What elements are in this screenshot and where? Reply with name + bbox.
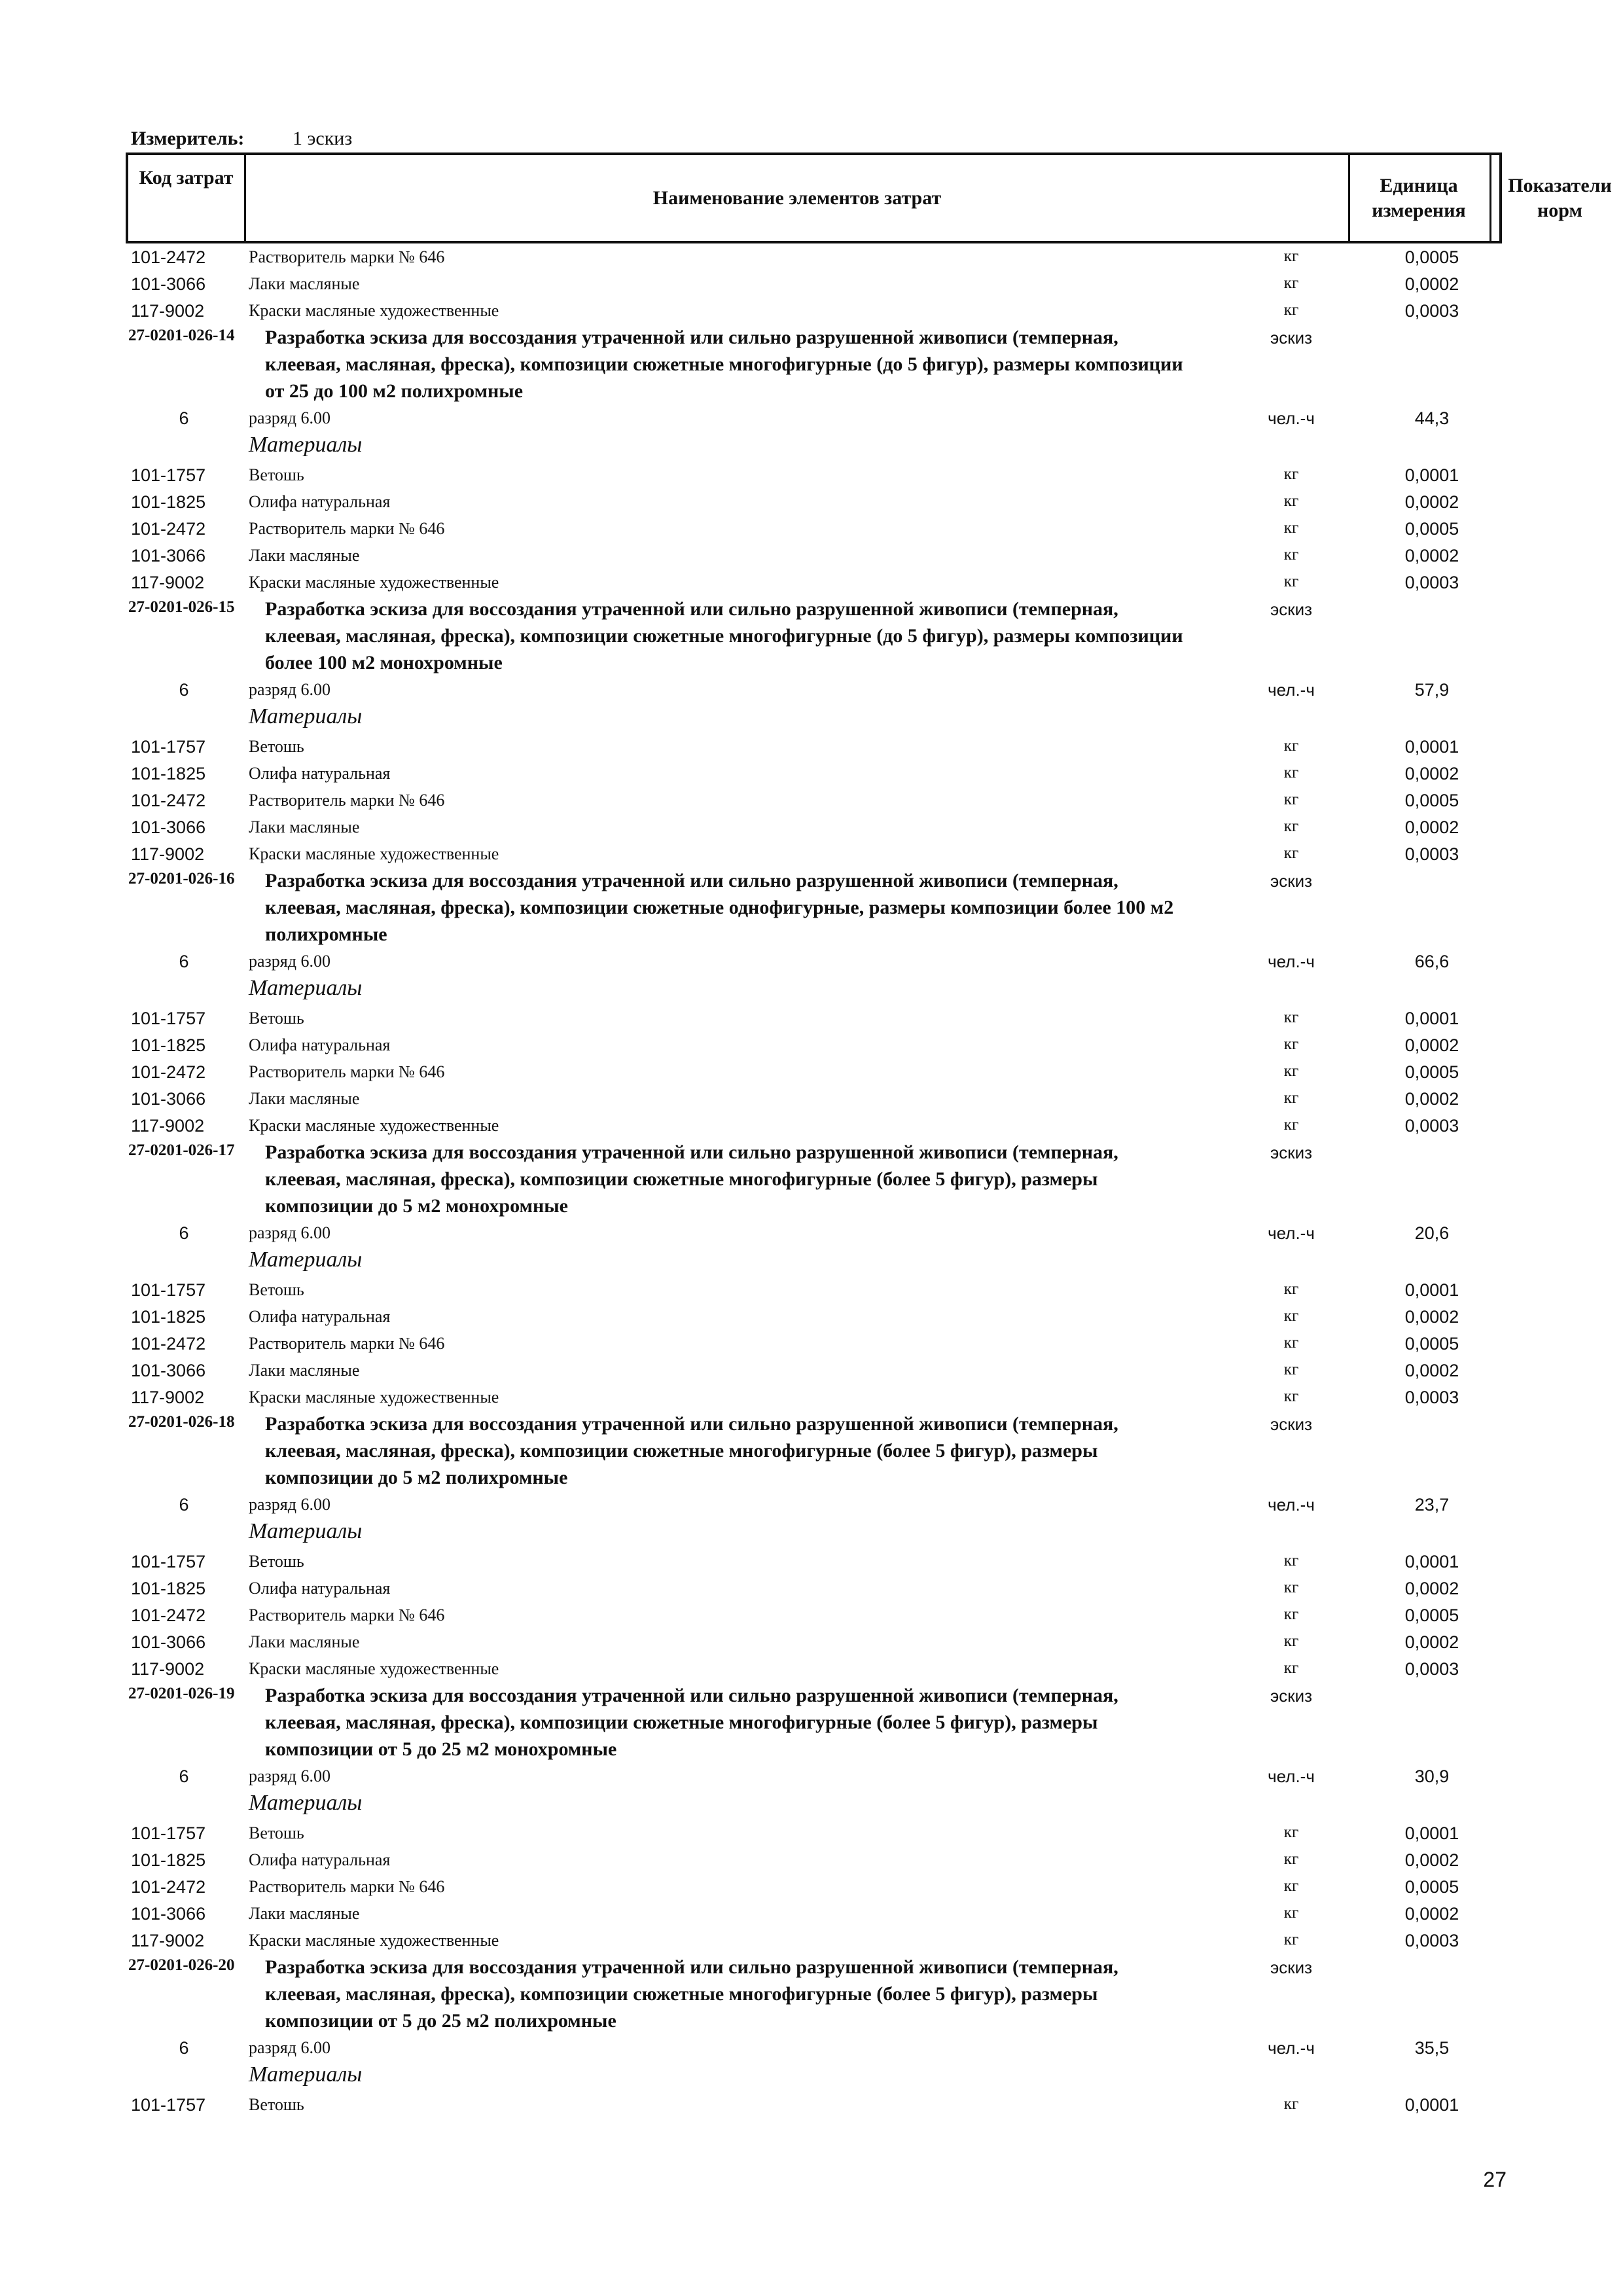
- item-code: 101-3066: [131, 1904, 206, 1924]
- item-name: Ветошь: [249, 737, 304, 756]
- item-norm: 0,0001: [1404, 737, 1459, 757]
- item-unit: кг: [1283, 519, 1299, 537]
- item-unit: кг: [1283, 1388, 1299, 1405]
- item-name: Лаки масляные: [249, 1904, 360, 1923]
- labor-count: 6: [179, 680, 189, 700]
- item-norm: 0,0005: [1404, 791, 1459, 810]
- item-code: 101-2472: [131, 1062, 206, 1082]
- item-norm: 0,0003: [1404, 573, 1459, 592]
- item-norm: 0,0001: [1404, 2095, 1459, 2115]
- norm-unit: эскиз: [1270, 328, 1313, 348]
- item-unit: кг: [1283, 1632, 1299, 1650]
- item-code: 101-3066: [131, 546, 206, 565]
- item-name: Ветошь: [249, 1009, 304, 1028]
- item-code: 117-9002: [131, 573, 205, 592]
- labor-name: разряд 6.00: [249, 952, 330, 971]
- item-name: Олифа натуральная: [249, 764, 391, 783]
- item-unit: кг: [1283, 274, 1299, 292]
- labor-name: разряд 6.00: [249, 1495, 330, 1514]
- labor-unit: чел.-ч: [1268, 680, 1315, 700]
- item-unit: кг: [1283, 2095, 1299, 2113]
- item-unit: кг: [1283, 1904, 1299, 1922]
- item-unit: кг: [1283, 737, 1299, 755]
- item-unit: кг: [1283, 1307, 1299, 1325]
- item-norm: 0,0001: [1404, 1552, 1459, 1571]
- measure-label: Измеритель:: [131, 128, 245, 149]
- norm-code: 27-0201-026-16: [128, 870, 235, 888]
- item-unit: кг: [1283, 247, 1299, 265]
- norm-title: Разработка эскиза для воссоздания утраченной или сильно разрушенной живописи (темперная, клеевая, масляная, фреска), композиции сюжетные многофигурные (более 5 фигур), размеры композиции до 5 м2 монохромные: [265, 1141, 1118, 1217]
- labor-count: 6: [179, 1495, 189, 1515]
- item-code: 101-1757: [131, 2095, 206, 2115]
- labor-unit: чел.-ч: [1268, 408, 1315, 428]
- item-code: 101-3066: [131, 1632, 206, 1652]
- item-name: Растворитель марки № 646: [249, 1062, 445, 1081]
- item-code: 101-1825: [131, 1579, 206, 1598]
- norm-code: 27-0201-026-14: [128, 327, 235, 344]
- item-unit: кг: [1283, 1361, 1299, 1378]
- norm-code: 27-0201-026-19: [128, 1685, 235, 1702]
- labor-name: разряд 6.00: [249, 408, 330, 427]
- item-norm: 0,0001: [1404, 1280, 1459, 1300]
- item-unit: кг: [1283, 764, 1299, 781]
- item-code: 117-9002: [131, 1931, 205, 1950]
- item-code: 101-3066: [131, 1089, 206, 1109]
- labor-unit: чел.-ч: [1268, 1495, 1315, 1515]
- item-name: Лаки масляные: [249, 817, 360, 836]
- item-name: Краски масляные художественные: [249, 1931, 499, 1950]
- item-norm: 0,0001: [1404, 1823, 1459, 1843]
- item-code: 101-2472: [131, 791, 206, 810]
- item-name: Растворитель марки № 646: [249, 791, 445, 810]
- item-unit: кг: [1283, 1089, 1299, 1107]
- labor-name: разряд 6.00: [249, 1767, 330, 1785]
- item-norm: 0,0005: [1404, 1062, 1459, 1082]
- item-unit: кг: [1283, 791, 1299, 808]
- item-norm: 0,0002: [1404, 764, 1459, 783]
- labor-count: 6: [179, 408, 189, 428]
- item-norm: 0,0003: [1404, 301, 1459, 321]
- labor-norm: 57,9: [1414, 680, 1450, 700]
- labor-norm: 44,3: [1414, 408, 1450, 428]
- item-unit: кг: [1283, 1116, 1299, 1134]
- item-name: Лаки масляные: [249, 1632, 360, 1651]
- item-code: 117-9002: [131, 301, 205, 321]
- item-name: Краски масляные художественные: [249, 573, 499, 592]
- norm-code: 27-0201-026-18: [128, 1413, 235, 1431]
- item-unit: кг: [1283, 1280, 1299, 1298]
- item-code: 101-1757: [131, 465, 206, 485]
- header-unit: Единица измерения: [1348, 155, 1491, 241]
- materials-title: Материалы: [249, 1519, 363, 1543]
- item-code: 101-1825: [131, 1850, 206, 1870]
- item-code: 117-9002: [131, 1659, 205, 1679]
- labor-norm: 20,6: [1414, 1223, 1450, 1243]
- item-unit: кг: [1283, 1931, 1299, 1948]
- item-name: Лаки масляные: [249, 1361, 360, 1380]
- norm-title: Разработка эскиза для воссоздания утраченной или сильно разрушенной живописи (темперная, клеевая, масляная, фреска), композиции сюжетные многофигурные (до 5 фигур), размеры композиции от 25 до 100 м2 полихромные: [265, 327, 1183, 402]
- item-code: 101-1757: [131, 737, 206, 757]
- item-unit: кг: [1283, 492, 1299, 510]
- labor-norm: 66,6: [1414, 952, 1450, 971]
- item-unit: кг: [1283, 465, 1299, 483]
- item-unit: кг: [1283, 1605, 1299, 1623]
- item-code: 117-9002: [131, 1116, 205, 1136]
- norm-unit: эскиз: [1270, 1686, 1313, 1706]
- item-code: 101-2472: [131, 247, 206, 267]
- norm-code: 27-0201-026-15: [128, 598, 235, 616]
- item-code: 101-1825: [131, 492, 206, 512]
- norm-code: 27-0201-026-20: [128, 1956, 235, 1974]
- item-name: Ветошь: [249, 1552, 304, 1571]
- item-name: Лаки масляные: [249, 1089, 360, 1108]
- materials-title: Материалы: [249, 976, 363, 1000]
- item-unit: кг: [1283, 1009, 1299, 1026]
- norm-unit: эскиз: [1270, 871, 1313, 891]
- norm-code: 27-0201-026-17: [128, 1141, 235, 1159]
- item-code: 101-2472: [131, 1877, 206, 1897]
- item-code: 101-3066: [131, 817, 206, 837]
- item-name: Олифа натуральная: [249, 1850, 391, 1869]
- page-number: 27: [1483, 2168, 1507, 2191]
- item-unit: кг: [1283, 817, 1299, 835]
- labor-unit: чел.-ч: [1268, 1767, 1315, 1786]
- item-name: Краски масляные художественные: [249, 844, 499, 863]
- item-name: Олифа натуральная: [249, 492, 391, 511]
- item-name: Растворитель марки № 646: [249, 1605, 445, 1624]
- labor-norm: 35,5: [1414, 2038, 1450, 2058]
- item-code: 117-9002: [131, 1388, 205, 1407]
- item-code: 101-1757: [131, 1823, 206, 1843]
- item-norm: 0,0003: [1404, 844, 1459, 864]
- norm-unit: эскиз: [1270, 1143, 1313, 1162]
- item-name: Растворитель марки № 646: [249, 247, 445, 266]
- item-code: 101-1757: [131, 1552, 206, 1571]
- item-code: 101-1825: [131, 1035, 206, 1055]
- item-unit: кг: [1283, 546, 1299, 564]
- header-norm: Показатели норм: [1508, 174, 1612, 221]
- item-unit: кг: [1283, 1877, 1299, 1895]
- norm-title: Разработка эскиза для воссоздания утраченной или сильно разрушенной живописи (темперная, клеевая, масляная, фреска), композиции сюжетные многофигурные (более 5 фигур), размеры композиции от 5 до 25 м2 монохромные: [265, 1685, 1118, 1760]
- item-norm: 0,0002: [1404, 1361, 1459, 1380]
- item-name: Ветошь: [249, 1823, 304, 1842]
- labor-name: разряд 6.00: [249, 1223, 330, 1242]
- item-norm: 0,0002: [1404, 1904, 1459, 1924]
- item-norm: 0,0003: [1404, 1388, 1459, 1407]
- norm-title: Разработка эскиза для воссоздания утраченной или сильно разрушенной живописи (темперная, клеевая, масляная, фреска), композиции сюжетные многофигурные (более 5 фигур), размеры композиции до 5 м2 полихромные: [265, 1413, 1118, 1488]
- item-norm: 0,0001: [1404, 465, 1459, 485]
- header-name: Наименование элементов затрат: [246, 155, 1350, 241]
- norm-unit: эскиз: [1270, 1958, 1313, 1977]
- item-unit: кг: [1283, 301, 1299, 319]
- item-name: Ветошь: [249, 2095, 304, 2114]
- item-name: Краски масляные художественные: [249, 1116, 499, 1135]
- item-code: 101-3066: [131, 274, 206, 294]
- labor-unit: чел.-ч: [1268, 952, 1315, 971]
- item-norm: 0,0005: [1404, 1334, 1459, 1354]
- item-unit: кг: [1283, 1850, 1299, 1868]
- item-name: Ветошь: [249, 1280, 304, 1299]
- item-code: 117-9002: [131, 844, 205, 864]
- item-code: 101-1825: [131, 764, 206, 783]
- norm-title: Разработка эскиза для воссоздания утраченной или сильно разрушенной живописи (темперная, клеевая, масляная, фреска), композиции сюжетные многофигурные (более 5 фигур), размеры композиции от 5 до 25 м2 полихромные: [265, 1956, 1118, 2032]
- item-code: 101-1825: [131, 1307, 206, 1327]
- item-code: 101-1757: [131, 1280, 206, 1300]
- item-norm: 0,0003: [1404, 1659, 1459, 1679]
- item-norm: 0,0002: [1404, 1307, 1459, 1327]
- labor-count: 6: [179, 1223, 189, 1243]
- item-name: Олифа натуральная: [249, 1035, 391, 1054]
- item-norm: 0,0005: [1404, 247, 1459, 267]
- item-name: Растворитель марки № 646: [249, 1877, 445, 1896]
- item-name: Олифа натуральная: [249, 1579, 391, 1598]
- item-name: Краски масляные художественные: [249, 1388, 499, 1407]
- item-norm: 0,0003: [1404, 1931, 1459, 1950]
- item-norm: 0,0002: [1404, 817, 1459, 837]
- item-norm: 0,0005: [1404, 519, 1459, 539]
- item-norm: 0,0002: [1404, 546, 1459, 565]
- labor-name: разряд 6.00: [249, 680, 330, 699]
- item-norm: 0,0005: [1404, 1605, 1459, 1625]
- materials-title: Материалы: [249, 2062, 363, 2087]
- item-unit: кг: [1283, 844, 1299, 862]
- labor-count: 6: [179, 1767, 189, 1786]
- norm-title: Разработка эскиза для воссоздания утраченной или сильно разрушенной живописи (темперная, клеевая, масляная, фреска), композиции сюжетные однофигурные, размеры композиции более 100 м2 полихромные: [265, 870, 1174, 945]
- item-name: Краски масляные художественные: [249, 1659, 499, 1678]
- item-unit: кг: [1283, 1035, 1299, 1053]
- item-name: Растворитель марки № 646: [249, 1334, 445, 1353]
- labor-unit: чел.-ч: [1268, 1223, 1315, 1243]
- labor-norm: 23,7: [1414, 1495, 1450, 1515]
- materials-title: Материалы: [249, 433, 363, 457]
- labor-name: разряд 6.00: [249, 2038, 330, 2057]
- table-header: [126, 152, 1612, 243]
- materials-title: Материалы: [249, 704, 363, 728]
- item-name: Краски масляные художественные: [249, 301, 499, 320]
- item-unit: кг: [1283, 1659, 1299, 1677]
- norm-unit: эскиз: [1270, 1414, 1313, 1434]
- item-code: 101-2472: [131, 519, 206, 539]
- labor-unit: чел.-ч: [1268, 2038, 1315, 2058]
- item-name: Растворитель марки № 646: [249, 519, 445, 538]
- labor-norm: 30,9: [1414, 1767, 1450, 1786]
- measure-value: 1 эскиз: [293, 128, 353, 149]
- item-norm: 0,0002: [1404, 1089, 1459, 1109]
- item-norm: 0,0002: [1404, 1632, 1459, 1652]
- labor-count: 6: [179, 952, 189, 971]
- item-norm: 0,0002: [1404, 1579, 1459, 1598]
- item-name: Ветошь: [249, 465, 304, 484]
- norm-unit: эскиз: [1270, 600, 1313, 619]
- item-unit: кг: [1283, 1062, 1299, 1080]
- item-norm: 0,0002: [1404, 274, 1459, 294]
- item-unit: кг: [1283, 1823, 1299, 1841]
- item-norm: 0,0002: [1404, 1035, 1459, 1055]
- item-norm: 0,0002: [1404, 492, 1459, 512]
- item-norm: 0,0001: [1404, 1009, 1459, 1028]
- item-code: 101-1757: [131, 1009, 206, 1028]
- item-norm: 0,0005: [1404, 1877, 1459, 1897]
- item-unit: кг: [1283, 1334, 1299, 1352]
- header-code: Код затрат: [128, 155, 246, 241]
- item-norm: 0,0003: [1404, 1116, 1459, 1136]
- item-name: Лаки масляные: [249, 546, 360, 565]
- item-unit: кг: [1283, 1552, 1299, 1570]
- item-unit: кг: [1283, 573, 1299, 590]
- materials-title: Материалы: [249, 1791, 363, 1815]
- materials-title: Материалы: [249, 1247, 363, 1272]
- item-name: Лаки масляные: [249, 274, 360, 293]
- norm-title: Разработка эскиза для воссоздания утраченной или сильно разрушенной живописи (темперная, клеевая, масляная, фреска), композиции сюжетные многофигурные (до 5 фигур), размеры композиции более 100 м2 монохромные: [265, 598, 1183, 673]
- item-code: 101-2472: [131, 1605, 206, 1625]
- measure-line: [131, 124, 353, 153]
- item-code: 101-2472: [131, 1334, 206, 1354]
- item-code: 101-3066: [131, 1361, 206, 1380]
- labor-count: 6: [179, 2038, 189, 2058]
- item-name: Олифа натуральная: [249, 1307, 391, 1326]
- item-unit: кг: [1283, 1579, 1299, 1596]
- item-norm: 0,0002: [1404, 1850, 1459, 1870]
